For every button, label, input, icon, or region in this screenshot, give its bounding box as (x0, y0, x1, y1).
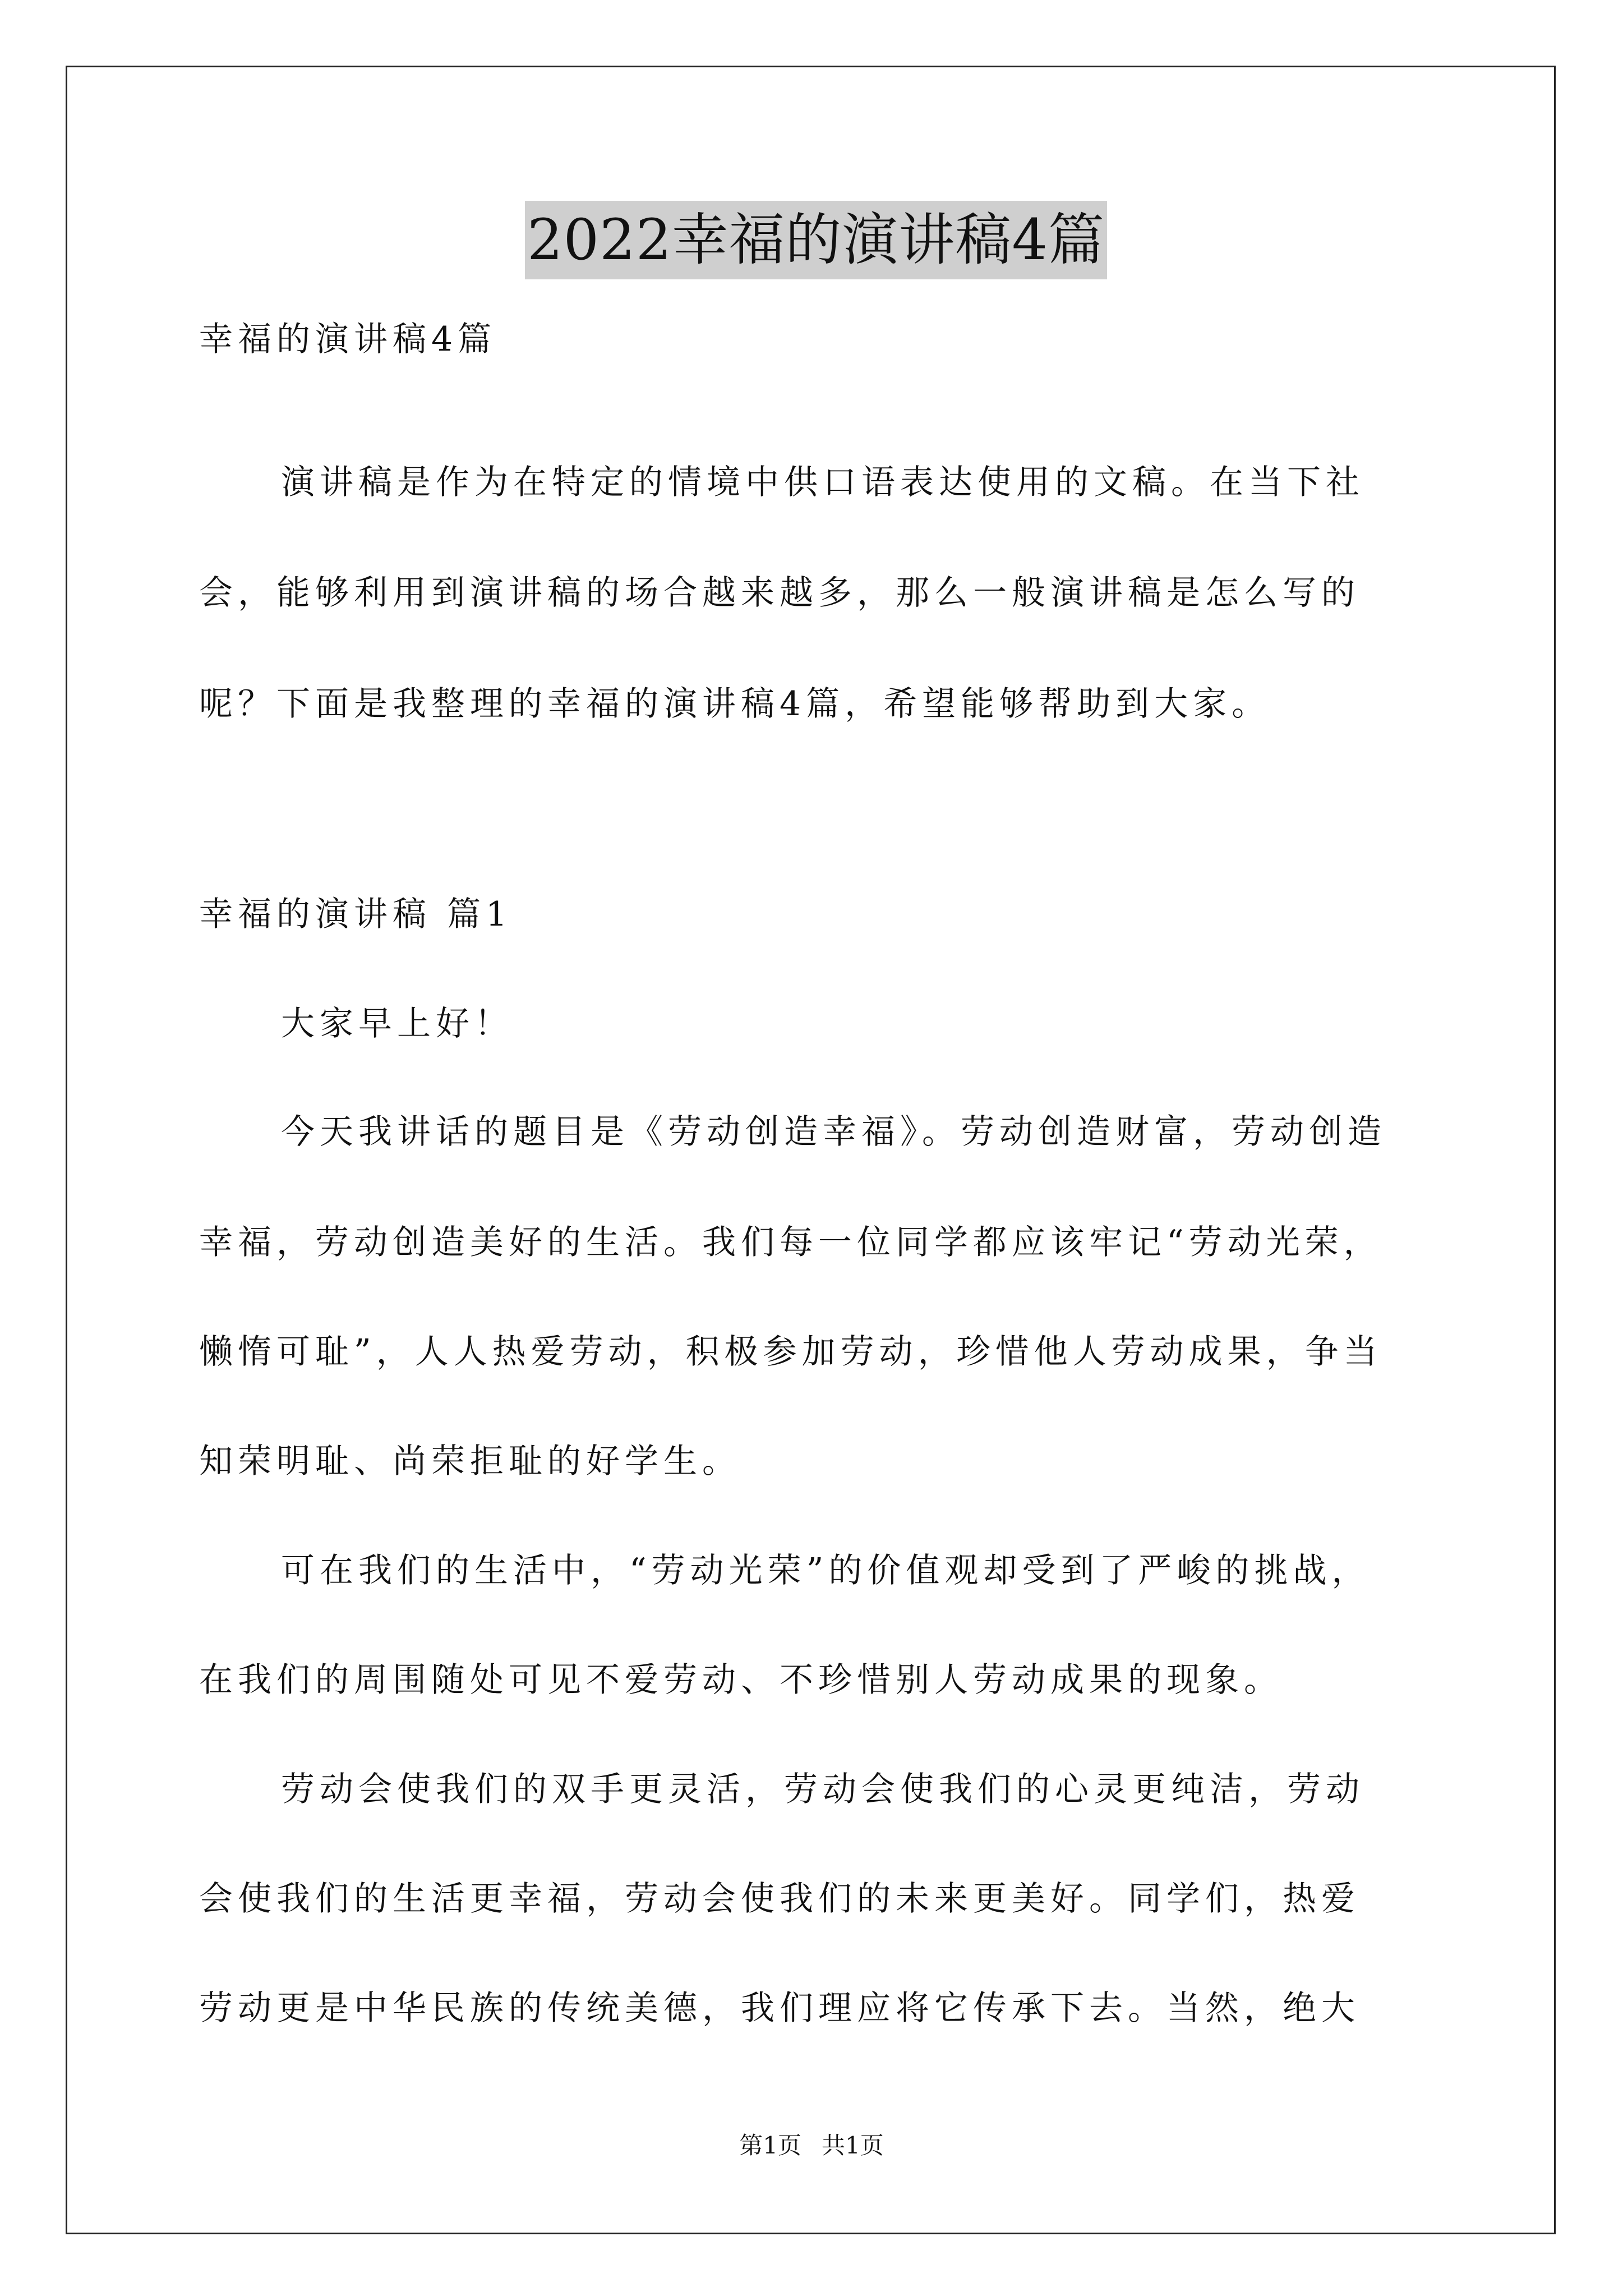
body-line-9: 会使我们的生活更幸福，劳动会使我们的未来更美好。同学们，热爱 (199, 1879, 1360, 1918)
body-line-7: 在我们的周围随处可见不爱劳动、不珍惜别人劳动成果的现象。 (199, 1660, 1283, 1700)
document-subtitle: 幸福的演讲稿4篇 (199, 320, 497, 359)
page-number: 第1页 (739, 2132, 801, 2159)
body-line-6: 可在我们的生活中，“劳动光荣”的价值观却受到了严峻的挑战， (281, 1551, 1371, 1590)
section-heading: 幸福的演讲稿 篇1 (199, 895, 513, 934)
body-line-1: 大家早上好！ (281, 1004, 513, 1043)
body-line-8: 劳动会使我们的双手更灵活，劳动会使我们的心灵更纯洁，劳动 (281, 1770, 1364, 1809)
body-line-4: 懒惰可耻”，人人热爱劳动，积极参加劳动，珍惜他人劳动成果，争当 (199, 1332, 1382, 1372)
body-line-5: 知荣明耻、尚荣拒耻的好学生。 (199, 1442, 741, 1481)
intro-line-2: 会，能够利用到演讲稿的场合越来越多，那么一般演讲稿是怎么写的 (199, 573, 1360, 613)
body-line-2: 今天我讲话的题目是《劳动创造幸福》。劳动创造财富，劳动创造 (281, 1112, 1386, 1152)
body-line-3: 幸福，劳动创造美好的生活。我们每一位同学都应该牢记“劳动光荣， (199, 1223, 1382, 1262)
intro-line-3: 呢？下面是我整理的幸福的演讲稿4篇，希望能够帮助到大家。 (199, 684, 1271, 724)
body-line-10: 劳动更是中华民族的传统美德，我们理应将它传承下去。当然，绝大 (199, 1989, 1360, 2028)
page-total: 共1页 (822, 2132, 884, 2159)
page-footer (0, 2129, 1623, 2162)
intro-line-1: 演讲稿是作为在特定的情境中供口语表达使用的文稿。在当下社 (281, 463, 1364, 502)
document-title: 2022幸福的演讲稿4篇 (525, 201, 1107, 279)
title-container (199, 201, 1433, 279)
